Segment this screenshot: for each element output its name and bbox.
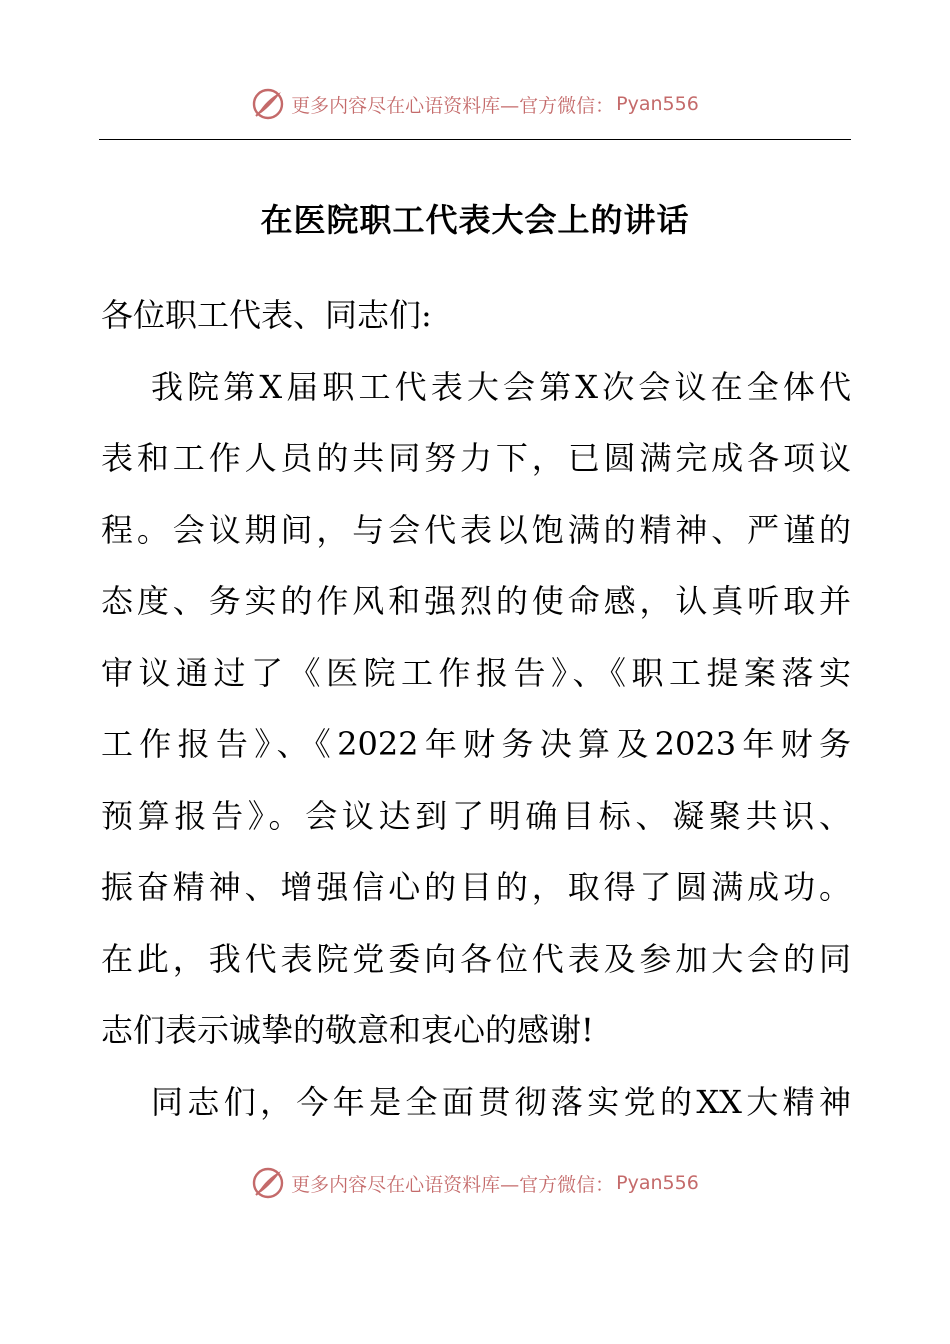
paragraph-line: 同志们，今年是全面贯彻落实党的XX大精神 [151,1082,851,1121]
paragraph-line: 审议通过了《医院工作报告》、《职工提案落实 [101,653,851,692]
header-watermark [0,84,950,124]
paragraph-line: 表和工作人员的共同努力下，已圆满完成各项议 [101,439,851,477]
document-title: 在医院职工代表大会上的讲话 [260,201,690,239]
salutation: 各位职工代表、同志们: [101,296,432,334]
paragraph-line: 预算报告》。会议达到了明确目标、凝聚共识、 [101,796,851,835]
paragraph-line: 程。会议期间，与会代表以饱满的精神、严谨的 [101,510,851,549]
watermark-text: 更多内容尽在心语资料库—官方微信： [291,1173,615,1196]
footer-watermark [0,1163,950,1203]
paragraph-line: 态度、务实的作风和强烈的使命感，认真听取并 [101,582,851,620]
document-body [101,280,851,1138]
wechat-id: Pyan556 [616,93,699,115]
paragraph-line: 志们表示诚挚的敬意和衷心的感谢! [101,1011,594,1049]
paragraph-line: 振奋精神、增强信心的目的，取得了圆满成功。 [101,868,851,906]
wechat-id: Pyan556 [616,1172,699,1194]
paragraph-line: 工作报告》、《2022年财务决算及2023年财务 [101,725,851,763]
paragraph-line: 我院第X届职工代表大会第X次会议在全体代 [151,367,851,406]
paragraph-line: 在此，我代表院党委向各位代表及参加大会的同 [101,939,851,978]
watermark-text: 更多内容尽在心语资料库—官方微信： [291,94,615,117]
header-divider [99,139,851,140]
quill-logo-icon [251,87,285,121]
quill-logo-icon [251,1166,285,1200]
